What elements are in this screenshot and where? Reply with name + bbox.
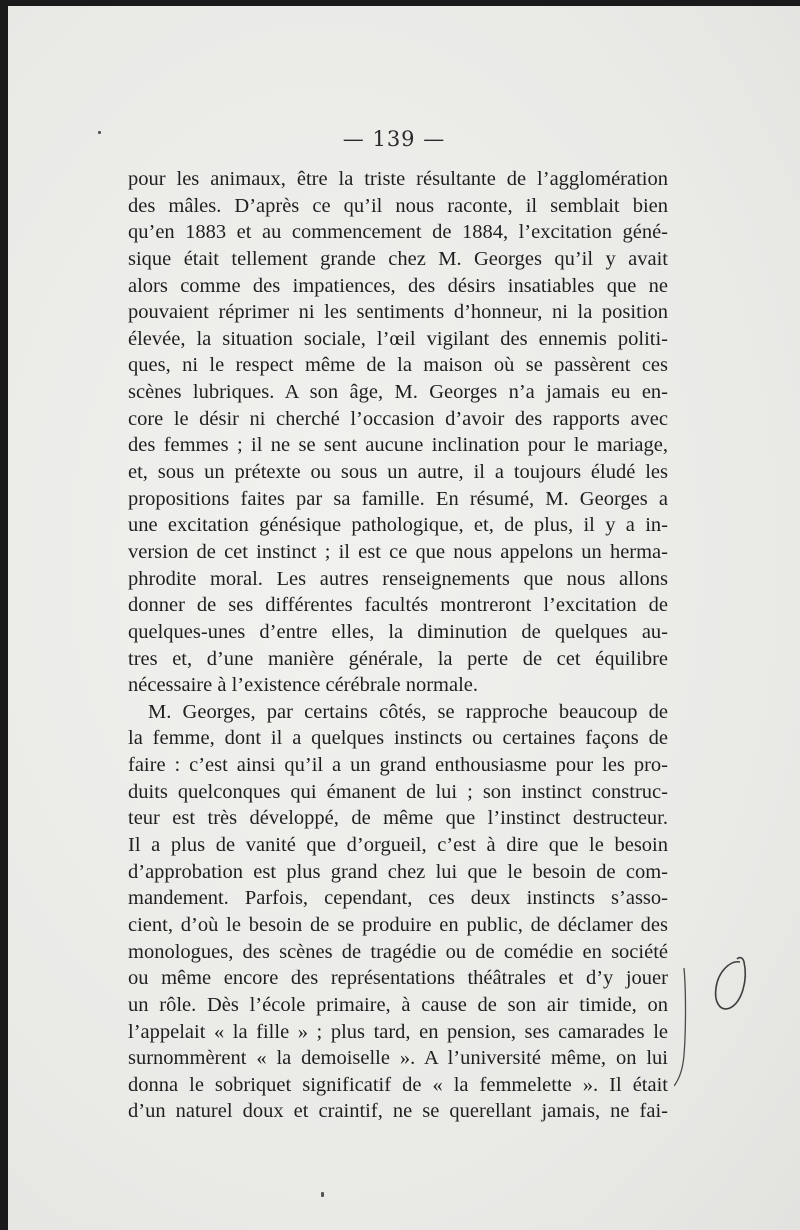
text-line: pour les animaux, être la triste résultante de l’agglomération	[128, 168, 668, 190]
text-line: sique était tellement grande chez M. Georges qu’il y avait	[128, 247, 668, 270]
text-line: Il a plus de vanité que d’orgueil, c’est à dire que le besoin	[128, 834, 668, 857]
text-line: des mâles. D’après ce qu’il nous raconte, il semblait bien	[128, 194, 668, 217]
body-text	[128, 166, 668, 1125]
text-line: d’un naturel doux et craintif, ne se querellant jamais, ne fai-	[128, 1100, 668, 1123]
text-line: une excitation génésique pathologique, et, de plus, il y a in-	[128, 514, 668, 537]
text-line: core le désir ni cherché l’occasion d’avoir des rapports avec	[128, 407, 668, 430]
text-line: d’approbation est plus grand chez lui que le besoin de com-	[128, 860, 668, 883]
text-line: tres et, d’une manière générale, la perte de cet équilibre	[128, 647, 668, 670]
text-line: scènes lubriques. A son âge, M. Georges n’a jamais eu en-	[128, 381, 668, 404]
text-line: l’appelait « la fille » ; plus tard, en pension, ses camarades le	[128, 1020, 668, 1043]
page-number: — 139 —	[342, 127, 446, 151]
text-line: teur est très développé, de même que l’instinct destructeur.	[128, 807, 668, 830]
text-line: donner de ses différentes facultés montreront l’excitation de	[128, 594, 668, 617]
text-line: duits quelconques qui émanent de lui ; son instinct construc-	[128, 780, 668, 803]
text-line: un rôle. Dès l’école primaire, à cause de son air timide, on	[128, 993, 668, 1016]
ink-speck	[321, 1192, 324, 1197]
text-line: qu’en 1883 et au commencement de 1884, l’excitation géné-	[128, 221, 668, 244]
text-line: alors comme des impatiences, des désirs insatiables que ne	[128, 274, 668, 297]
text-line: surnommèrent « la demoiselle ». A l’université même, on lui	[128, 1047, 668, 1070]
text-line: ques, ni le respect même de la maison où se passèrent ces	[128, 354, 668, 377]
text-line: mandement. Parfois, cependant, ces deux instincts s’asso-	[128, 887, 668, 910]
text-line: pouvaient réprimer ni les sentiments d’honneur, ni la position	[128, 301, 668, 324]
text-line: la femme, dont il a quelques instincts ou certaines façons de	[128, 727, 668, 750]
text-line: version de cet instinct ; il est ce que nous appelons un herma-	[128, 540, 668, 563]
ink-speck	[98, 131, 101, 134]
text-line: faire : c’est ainsi qu’il a un grand enthousiasme pour les pro-	[128, 754, 668, 777]
text-line: ou même encore des représentations théâtrales et d’y jouer	[128, 967, 668, 990]
text-line: des femmes ; il ne se sent aucune inclination pour le mariage,	[128, 434, 668, 457]
text-line: quelques-unes d’entre elles, la diminution de quelques au-	[128, 620, 668, 643]
text-line: élevée, la situation sociale, l’œil vigilant des ennemis politi-	[128, 327, 668, 350]
text-line: monologues, des scènes de tragédie ou de comédie en société	[128, 940, 668, 963]
text-line: propositions faites par sa famille. En résumé, M. Georges a	[128, 487, 668, 510]
paragraph-start-line: M. Georges, par certains côtés, se rapproche beaucoup de	[148, 700, 668, 723]
text-line: cient, d’où le besoin de se produire en public, de déclamer des	[128, 913, 668, 936]
text-line: et, sous un prétexte ou sous un autre, il a toujours éludé les	[128, 461, 668, 484]
book-page	[8, 6, 800, 1230]
pencil-bracket-mark	[674, 950, 800, 1100]
text-line: phrodite moral. Les autres renseignements que nous allons	[128, 567, 668, 590]
text-line: donna le sobriquet significatif de « la femmelette ». Il était	[128, 1073, 668, 1096]
paragraph-end-line: nécessaire à l’existence cérébrale normale.	[128, 674, 478, 697]
